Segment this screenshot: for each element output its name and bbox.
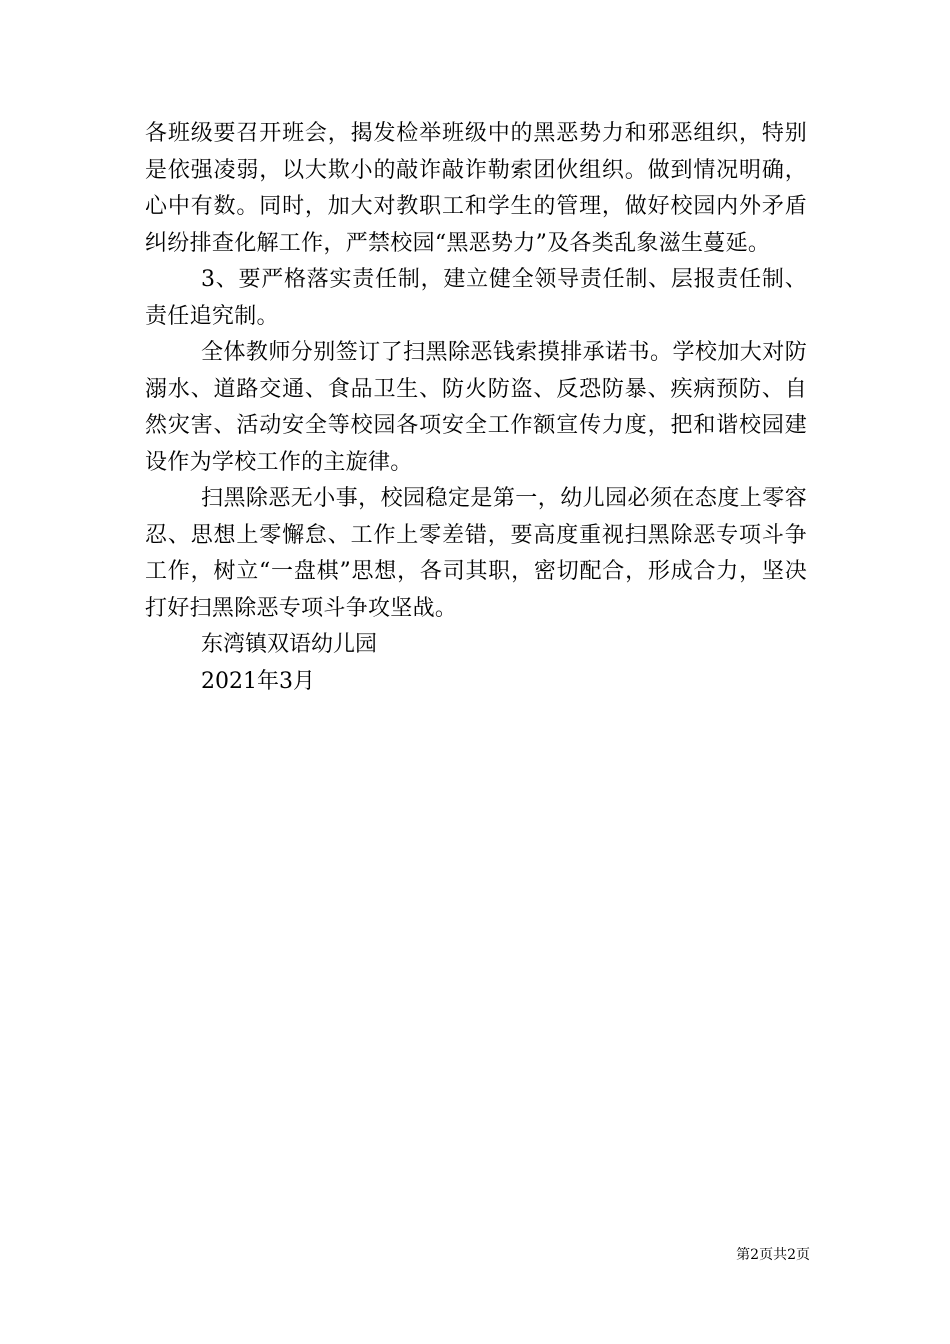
signature-organization: 东湾镇双语幼儿园 <box>201 632 378 657</box>
document-body <box>145 116 807 700</box>
paragraph-2: 3、要严格落实责任制，建立健全领导责任制、层报责任制、责任追究制。 <box>145 267 807 329</box>
paragraph-3: 全体教师分别签订了扫黑除恶钱索摸排承诺书。学校加大对防溺水、道路交通、食品卫生、防火防盗、反恐防暴、疾病预防、自然灾害、活动安全等校园各项安全工作额宣传力度，把和谐校园建设作为学校工作的主旋律。 <box>145 340 807 475</box>
paragraph-1: 各班级要召开班会，揭发检举班级中的黑恶势力和邪恶组织，特别是依强凌弱，以大欺小的敲诈敲诈勒索团伙组织。做到情况明确，心中有数。同时，加大对教职工和学生的管理，做好校园内外矛盾纠纷排查化解工作，严禁校园“黑恶势力”及各类乱象滋生蔓延。 <box>145 121 807 256</box>
page-number: 第2页共2页 <box>736 1247 810 1263</box>
paragraph-4: 扫黑除恶无小事，校园稳定是第一，幼儿园必须在态度上零容忍、思想上零懈怠、工作上零差错，要高度重视扫黑除恶专项斗争工作，树立“一盘棋”思想，各司其职，密切配合，形成合力，坚决打好扫黑除恶专项斗争攻坚战。 <box>145 486 807 621</box>
signature-date: 2021年3月 <box>201 668 315 694</box>
